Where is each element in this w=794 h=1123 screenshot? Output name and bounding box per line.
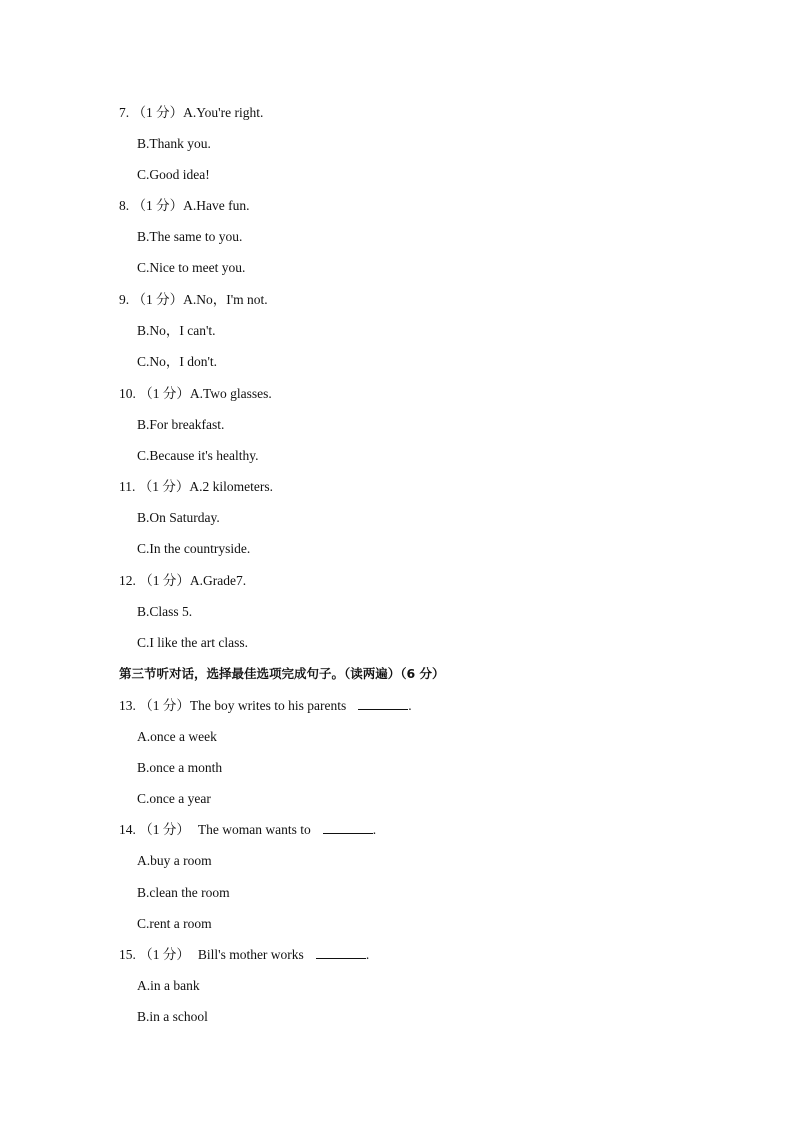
answer-blank[interactable] [323,821,373,834]
option-a: A.buy a room [137,853,212,868]
option-a: A.2 kilometers. [189,479,273,494]
stem-end: . [372,822,377,837]
question-9 [119,291,268,309]
question-15 [119,946,369,964]
option-a: A.in a bank [137,978,200,993]
question-score: （1 分） [132,292,184,307]
question-number: 8. [119,198,130,213]
question-number: 9. [119,292,130,307]
option-c: C.No，I don't. [137,354,218,369]
question-number: 14. [119,822,136,837]
option-b: B.The same to you. [137,229,243,244]
question-number: 12. [119,573,136,588]
option-a: A.once a week [137,729,217,744]
question-12 [119,572,246,590]
question-14 [119,821,376,839]
question-score: （1 分） [138,479,190,494]
option-c: C.once a year [137,791,211,806]
question-score: （1 分） [139,386,190,401]
question-score: （1 分） [139,822,190,837]
option-b: B.once a month [137,760,223,775]
question-score: （1 分） [139,573,190,588]
option-b: B.For breakfast. [137,417,225,432]
question-stem: The woman wants to [197,822,311,837]
option-c: C.Nice to meet you. [137,260,246,275]
answer-blank[interactable] [358,697,408,710]
option-c: C.I like the art class. [137,635,248,650]
option-b: B.clean the room [137,885,230,900]
section-heading: 第三节听对话，选择最佳选项完成句子。（读两遍）（6 分） [119,666,445,681]
option-c: C.Because it's healthy. [137,448,259,463]
stem-end: . [408,698,412,713]
option-c: C.Good idea! [137,167,210,182]
option-b: B.in a school [137,1009,208,1024]
option-a: A.Grade7. [189,573,247,588]
question-stem: The boy writes to his parents [189,698,347,713]
option-b: B.On Saturday. [137,510,220,525]
option-b: B.No，I can't. [137,323,216,338]
question-10 [119,385,272,403]
question-score: （1 分） [132,198,184,213]
question-score: （1 分） [132,105,184,120]
option-b: B.Class 5. [137,604,193,619]
question-number: 13. [119,698,136,713]
option-a: A.Two glasses. [189,386,272,401]
option-c: C.In the countryside. [137,541,251,556]
question-13 [119,697,412,715]
question-number: 10. [119,386,136,401]
question-8 [119,197,249,215]
question-stem: Bill's mother works [197,947,304,962]
question-score: （1 分） [139,947,190,962]
option-b: B.Thank you. [137,136,211,151]
option-c: C.rent a room [137,916,212,931]
question-7 [119,104,263,122]
answer-blank[interactable] [316,946,366,959]
question-score: （1 分） [139,698,190,713]
question-number: 11. [119,479,136,494]
question-11 [119,478,273,496]
option-a: A.Have fun. [183,198,250,213]
stem-end: . [365,947,370,962]
question-number: 15. [119,947,136,962]
option-a: A.No，I'm not. [183,292,268,307]
question-number: 7. [119,105,130,120]
option-a: A.You're right. [183,105,264,120]
